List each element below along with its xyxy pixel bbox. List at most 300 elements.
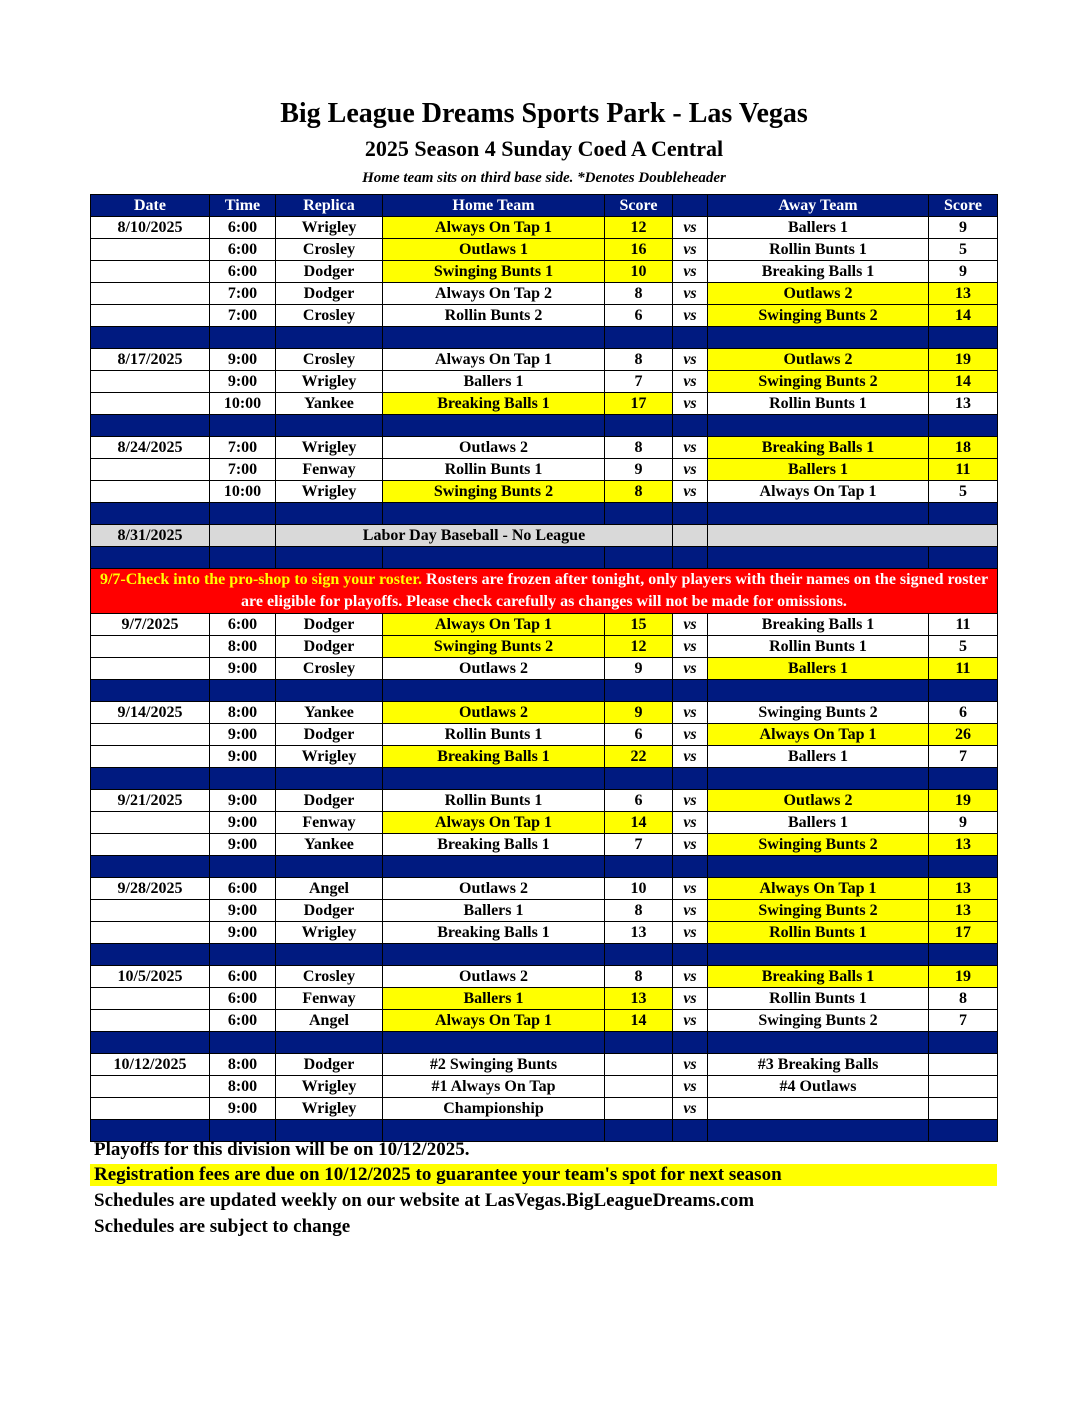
game-field: Fenway: [276, 988, 383, 1010]
separator-cell: [605, 768, 673, 790]
vs-label: vs: [673, 966, 708, 988]
away-team: Swinging Bunts 2: [708, 1010, 929, 1032]
game-time: 9:00: [210, 790, 276, 812]
footer-subject-to-change: Schedules are subject to change: [94, 1216, 351, 1237]
vs-label: vs: [673, 349, 708, 371]
separator-cell: [708, 547, 929, 569]
home-score: 8: [605, 437, 673, 459]
separator-cell: [91, 856, 210, 878]
game-row: [91, 790, 998, 812]
away-team: Breaking Balls 1: [708, 261, 929, 283]
vs-label: vs: [673, 481, 708, 503]
game-field: Wrigley: [276, 217, 383, 239]
game-date: 10/5/2025: [91, 966, 210, 988]
home-team: #2 Swinging Bunts: [383, 1054, 605, 1076]
vs-label: vs: [673, 393, 708, 415]
col-header-home-score: Score: [605, 195, 673, 217]
game-time: 9:00: [210, 658, 276, 680]
game-row: [91, 658, 998, 680]
col-header-vs: [673, 195, 708, 217]
game-time: 8:00: [210, 636, 276, 658]
game-row: [91, 283, 998, 305]
game-date: [91, 1076, 210, 1098]
home-team: Outlaws 2: [383, 702, 605, 724]
separator-cell: [673, 856, 708, 878]
vs-label: vs: [673, 1076, 708, 1098]
home-team: #1 Always On Tap: [383, 1076, 605, 1098]
away-team: Ballers 1: [708, 658, 929, 680]
game-time: 9:00: [210, 371, 276, 393]
separator-cell: [673, 1120, 708, 1142]
separator-row: [91, 415, 998, 437]
game-date: 9/14/2025: [91, 702, 210, 724]
game-field: Crosley: [276, 349, 383, 371]
game-field: Crosley: [276, 966, 383, 988]
home-team: Always On Tap 1: [383, 217, 605, 239]
holiday-empty: [708, 525, 998, 547]
game-field: Wrigley: [276, 1098, 383, 1120]
game-row: [91, 437, 998, 459]
game-time: 10:00: [210, 481, 276, 503]
game-time: 9:00: [210, 812, 276, 834]
separator-cell: [708, 856, 929, 878]
separator-cell: [605, 1032, 673, 1054]
away-score: 11: [929, 614, 998, 636]
home-score: 9: [605, 658, 673, 680]
game-time: 7:00: [210, 459, 276, 481]
vs-label: vs: [673, 217, 708, 239]
away-score: 5: [929, 636, 998, 658]
separator-cell: [91, 680, 210, 702]
separator-cell: [673, 944, 708, 966]
separator-cell: [929, 944, 998, 966]
separator-row: [91, 944, 998, 966]
away-team: Ballers 1: [708, 459, 929, 481]
away-score: 13: [929, 834, 998, 856]
game-row: [91, 305, 998, 327]
separator-cell: [929, 547, 998, 569]
away-score: 13: [929, 283, 998, 305]
home-team: Breaking Balls 1: [383, 393, 605, 415]
vs-label: vs: [673, 437, 708, 459]
separator-cell: [210, 768, 276, 790]
home-team: Rollin Bunts 2: [383, 305, 605, 327]
separator-cell: [210, 680, 276, 702]
game-date: [91, 812, 210, 834]
game-time: 8:00: [210, 1054, 276, 1076]
home-team: Rollin Bunts 1: [383, 724, 605, 746]
game-date: 10/12/2025: [91, 1054, 210, 1076]
home-team: Rollin Bunts 1: [383, 459, 605, 481]
home-team: Always On Tap 2: [383, 283, 605, 305]
game-date: [91, 239, 210, 261]
game-row: [91, 878, 998, 900]
home-score: 9: [605, 459, 673, 481]
game-time: 6:00: [210, 614, 276, 636]
separator-cell: [605, 1120, 673, 1142]
home-score: 15: [605, 614, 673, 636]
home-team: Always On Tap 1: [383, 349, 605, 371]
home-team: Rollin Bunts 1: [383, 790, 605, 812]
away-score: 26: [929, 724, 998, 746]
away-team: Ballers 1: [708, 217, 929, 239]
roster-notice-row: [91, 569, 998, 614]
vs-label: vs: [673, 900, 708, 922]
game-row: [91, 371, 998, 393]
game-row: [91, 900, 998, 922]
home-score: 7: [605, 834, 673, 856]
home-score: 8: [605, 283, 673, 305]
home-score: 12: [605, 217, 673, 239]
separator-cell: [708, 415, 929, 437]
game-field: Wrigley: [276, 746, 383, 768]
away-score: 7: [929, 1010, 998, 1032]
game-date: [91, 746, 210, 768]
separator-cell: [210, 503, 276, 525]
game-field: Angel: [276, 1010, 383, 1032]
home-score: 22: [605, 746, 673, 768]
separator-cell: [91, 415, 210, 437]
separator-cell: [383, 547, 605, 569]
game-field: Yankee: [276, 702, 383, 724]
away-score: 7: [929, 746, 998, 768]
home-team: Breaking Balls 1: [383, 834, 605, 856]
separator-cell: [91, 1032, 210, 1054]
game-field: Fenway: [276, 459, 383, 481]
game-row: [91, 636, 998, 658]
game-time: 9:00: [210, 834, 276, 856]
home-team: Swinging Bunts 2: [383, 636, 605, 658]
home-score: 10: [605, 261, 673, 283]
game-date: [91, 305, 210, 327]
vs-label: vs: [673, 724, 708, 746]
separator-cell: [605, 944, 673, 966]
game-time: 6:00: [210, 966, 276, 988]
footer-website: Schedules are updated weekly on our website at LasVegas.BigLeagueDreams.com: [94, 1190, 755, 1211]
game-date: [91, 481, 210, 503]
game-date: [91, 988, 210, 1010]
away-score: 19: [929, 966, 998, 988]
separator-row: [91, 680, 998, 702]
home-team: Outlaws 2: [383, 878, 605, 900]
separator-cell: [276, 1032, 383, 1054]
home-team: Ballers 1: [383, 900, 605, 922]
away-score: 14: [929, 305, 998, 327]
separator-cell: [605, 856, 673, 878]
home-team: Breaking Balls 1: [383, 746, 605, 768]
game-field: Yankee: [276, 393, 383, 415]
game-time: 8:00: [210, 702, 276, 724]
separator-cell: [605, 680, 673, 702]
roster-notice-text: Rosters are frozen after tonight, only players with their names on the signed roster are eligible for playoffs. Please check carefully as changes will not be made for omissions.: [241, 571, 989, 610]
game-row: [91, 1076, 998, 1098]
game-field: Wrigley: [276, 371, 383, 393]
home-team: Always On Tap 1: [383, 1010, 605, 1032]
away-score: [929, 1098, 998, 1120]
vs-label: vs: [673, 371, 708, 393]
home-score: 8: [605, 481, 673, 503]
game-time: 9:00: [210, 900, 276, 922]
away-team: #3 Breaking Balls: [708, 1054, 929, 1076]
vs-label: vs: [673, 283, 708, 305]
game-row: [91, 261, 998, 283]
away-team: Breaking Balls 1: [708, 614, 929, 636]
away-team: Ballers 1: [708, 746, 929, 768]
separator-cell: [210, 1032, 276, 1054]
away-team: Outlaws 2: [708, 283, 929, 305]
game-row: [91, 1098, 998, 1120]
away-score: 5: [929, 481, 998, 503]
game-field: Dodger: [276, 724, 383, 746]
separator-cell: [708, 327, 929, 349]
separator-cell: [673, 547, 708, 569]
separator-cell: [929, 680, 998, 702]
away-team: Outlaws 2: [708, 790, 929, 812]
game-time: 9:00: [210, 349, 276, 371]
separator-cell: [276, 944, 383, 966]
col-header-away-score: Score: [929, 195, 998, 217]
game-date: [91, 636, 210, 658]
game-date: [91, 900, 210, 922]
game-row: [91, 239, 998, 261]
separator-cell: [383, 856, 605, 878]
holiday-empty: [210, 525, 276, 547]
game-row: [91, 349, 998, 371]
game-date: 8/17/2025: [91, 349, 210, 371]
separator-cell: [383, 1032, 605, 1054]
vs-label: vs: [673, 636, 708, 658]
away-team: Breaking Balls 1: [708, 437, 929, 459]
game-field: Wrigley: [276, 922, 383, 944]
game-row: [91, 834, 998, 856]
col-header-away-team: Away Team: [708, 195, 929, 217]
away-team: Rollin Bunts 1: [708, 922, 929, 944]
separator-cell: [383, 503, 605, 525]
separator-cell: [929, 1032, 998, 1054]
away-score: 6: [929, 702, 998, 724]
game-field: Wrigley: [276, 1076, 383, 1098]
game-time: 7:00: [210, 283, 276, 305]
game-time: 9:00: [210, 1098, 276, 1120]
game-row: [91, 966, 998, 988]
away-score: 9: [929, 261, 998, 283]
away-team: Breaking Balls 1: [708, 966, 929, 988]
away-team: [708, 1098, 929, 1120]
game-time: 9:00: [210, 922, 276, 944]
game-row: [91, 812, 998, 834]
vs-label: vs: [673, 261, 708, 283]
home-score: 8: [605, 900, 673, 922]
vs-label: vs: [673, 459, 708, 481]
separator-cell: [708, 503, 929, 525]
away-score: [929, 1054, 998, 1076]
home-score: 13: [605, 922, 673, 944]
home-score: 13: [605, 988, 673, 1010]
home-team: Always On Tap 1: [383, 614, 605, 636]
away-team: Rollin Bunts 1: [708, 239, 929, 261]
schedule-table: [90, 194, 998, 1142]
separator-cell: [673, 503, 708, 525]
separator-cell: [708, 1032, 929, 1054]
away-score: 19: [929, 790, 998, 812]
schedule-note: Home team sits on third base side. *Denotes Doubleheader: [362, 170, 726, 186]
vs-label: vs: [673, 790, 708, 812]
separator-cell: [673, 680, 708, 702]
holiday-text: Labor Day Baseball - No League: [276, 525, 673, 547]
col-header-home-team: Home Team: [383, 195, 605, 217]
col-header-date: Date: [91, 195, 210, 217]
vs-label: vs: [673, 658, 708, 680]
home-team: Outlaws 2: [383, 966, 605, 988]
home-team: Swinging Bunts 1: [383, 261, 605, 283]
game-row: [91, 746, 998, 768]
game-field: Dodger: [276, 614, 383, 636]
separator-cell: [673, 415, 708, 437]
game-row: [91, 724, 998, 746]
vs-label: vs: [673, 878, 708, 900]
separator-cell: [929, 768, 998, 790]
away-team: Ballers 1: [708, 812, 929, 834]
game-row: [91, 393, 998, 415]
holiday-row: [91, 525, 998, 547]
home-score: 10: [605, 878, 673, 900]
game-field: Wrigley: [276, 481, 383, 503]
home-score: 6: [605, 305, 673, 327]
separator-cell: [91, 327, 210, 349]
separator-cell: [91, 944, 210, 966]
game-date: [91, 724, 210, 746]
separator-cell: [276, 680, 383, 702]
separator-cell: [605, 415, 673, 437]
separator-cell: [708, 1120, 929, 1142]
separator-row: [91, 856, 998, 878]
col-header-replica: Replica: [276, 195, 383, 217]
game-date: [91, 834, 210, 856]
away-score: 19: [929, 349, 998, 371]
game-row: [91, 1010, 998, 1032]
home-score: 14: [605, 812, 673, 834]
away-team: Swinging Bunts 2: [708, 702, 929, 724]
vs-label: vs: [673, 922, 708, 944]
separator-cell: [708, 944, 929, 966]
game-date: [91, 1010, 210, 1032]
home-team: Outlaws 2: [383, 437, 605, 459]
separator-cell: [605, 327, 673, 349]
game-time: 6:00: [210, 217, 276, 239]
separator-cell: [276, 503, 383, 525]
home-score: [605, 1076, 673, 1098]
game-time: 6:00: [210, 261, 276, 283]
away-team: #4 Outlaws: [708, 1076, 929, 1098]
game-field: Dodger: [276, 261, 383, 283]
game-time: 8:00: [210, 1076, 276, 1098]
separator-cell: [929, 1120, 998, 1142]
vs-label: vs: [673, 834, 708, 856]
vs-label: vs: [673, 988, 708, 1010]
away-score: 18: [929, 437, 998, 459]
home-score: 17: [605, 393, 673, 415]
home-team: Outlaws 1: [383, 239, 605, 261]
separator-cell: [91, 503, 210, 525]
away-score: 9: [929, 217, 998, 239]
vs-label: vs: [673, 1098, 708, 1120]
separator-cell: [383, 768, 605, 790]
footer-playoffs: Playoffs for this division will be on 10/12/2025.: [94, 1139, 470, 1160]
separator-cell: [210, 327, 276, 349]
game-date: [91, 922, 210, 944]
separator-cell: [91, 547, 210, 569]
home-score: 12: [605, 636, 673, 658]
game-field: Dodger: [276, 1054, 383, 1076]
holiday-empty: [673, 525, 708, 547]
game-date: 9/21/2025: [91, 790, 210, 812]
separator-row: [91, 1032, 998, 1054]
game-field: Dodger: [276, 790, 383, 812]
roster-notice-lead: 9/7-Check into the pro-shop to sign your roster.: [99, 571, 423, 588]
away-team: Rollin Bunts 1: [708, 636, 929, 658]
game-field: Crosley: [276, 305, 383, 327]
game-date: 8/10/2025: [91, 217, 210, 239]
separator-cell: [276, 327, 383, 349]
separator-cell: [929, 503, 998, 525]
game-field: Wrigley: [276, 437, 383, 459]
game-field: Dodger: [276, 636, 383, 658]
game-row: [91, 702, 998, 724]
home-score: 6: [605, 790, 673, 812]
home-team: Championship: [383, 1098, 605, 1120]
game-date: [91, 371, 210, 393]
game-date: [91, 283, 210, 305]
game-date: [91, 658, 210, 680]
away-team: Swinging Bunts 2: [708, 900, 929, 922]
vs-label: vs: [673, 614, 708, 636]
schedule-body: [91, 217, 998, 1142]
table-header-row: [91, 195, 998, 217]
game-field: Dodger: [276, 900, 383, 922]
separator-cell: [276, 856, 383, 878]
game-time: 6:00: [210, 878, 276, 900]
separator-cell: [91, 768, 210, 790]
separator-cell: [929, 415, 998, 437]
separator-cell: [929, 327, 998, 349]
home-score: 8: [605, 966, 673, 988]
home-team: Outlaws 2: [383, 658, 605, 680]
game-field: Angel: [276, 878, 383, 900]
game-row: [91, 459, 998, 481]
game-row: [91, 481, 998, 503]
game-time: 10:00: [210, 393, 276, 415]
game-row: [91, 988, 998, 1010]
separator-cell: [605, 547, 673, 569]
separator-cell: [383, 327, 605, 349]
separator-row: [91, 327, 998, 349]
separator-cell: [673, 768, 708, 790]
separator-cell: [210, 856, 276, 878]
game-time: 6:00: [210, 1010, 276, 1032]
separator-row: [91, 547, 998, 569]
separator-cell: [210, 415, 276, 437]
separator-cell: [929, 856, 998, 878]
home-score: 8: [605, 349, 673, 371]
separator-row: [91, 768, 998, 790]
vs-label: vs: [673, 1010, 708, 1032]
away-score: 5: [929, 239, 998, 261]
game-time: 6:00: [210, 988, 276, 1010]
separator-cell: [383, 415, 605, 437]
separator-cell: [276, 768, 383, 790]
separator-cell: [673, 1032, 708, 1054]
game-date: 8/24/2025: [91, 437, 210, 459]
